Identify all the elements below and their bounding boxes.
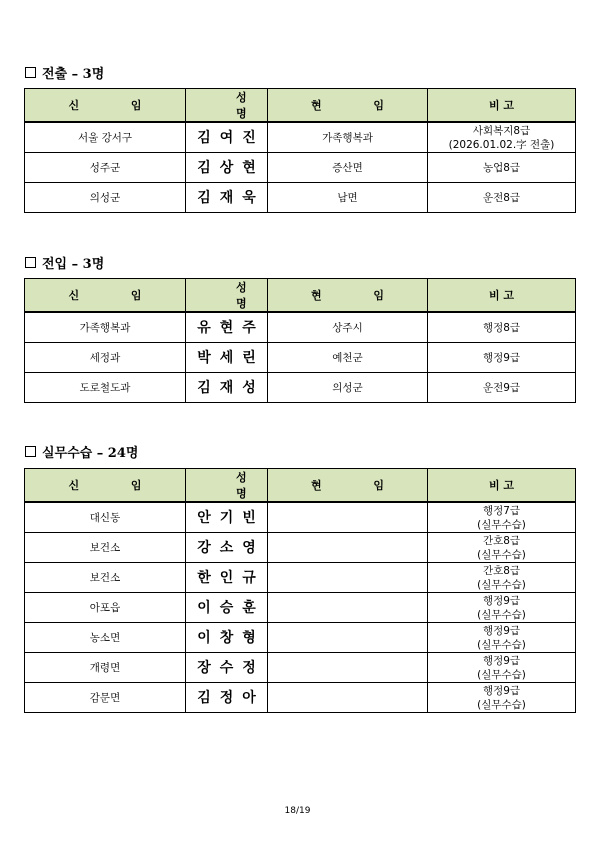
cell-sinim: 의성군 — [25, 183, 186, 213]
checkbox-square-icon — [25, 257, 36, 268]
header-sinim: 신 임 — [25, 89, 186, 123]
header-hyeonim: 현 임 — [268, 89, 428, 123]
cell-bigo-line2: (실무수습) — [477, 518, 526, 531]
cell-bigo-line1: 행정9급 — [482, 684, 521, 697]
cell-bigo — [428, 563, 576, 593]
cell-hyeonim — [268, 593, 428, 623]
cell-bigo-line1: 간호8급 — [482, 534, 521, 547]
cell-sinim: 농소면 — [25, 623, 186, 653]
cell-bigo: 농업8급 — [428, 153, 576, 183]
cell-sinim: 도로철도과 — [25, 373, 186, 403]
table-row — [25, 183, 576, 213]
cell-bigo-line1: 행정9급 — [482, 624, 521, 637]
cell-sinim: 보건소 — [25, 563, 186, 593]
table-row — [25, 593, 576, 623]
cell-bigo-line1: 행정9급 — [482, 654, 521, 667]
cell-hyeonim: 가족행복과 — [268, 122, 428, 153]
checkbox-square-icon — [25, 446, 36, 457]
cell-name: 한인규 — [186, 563, 268, 593]
cell-hyeonim — [268, 653, 428, 683]
table-header-row — [25, 89, 576, 123]
cell-bigo — [428, 683, 576, 713]
cell-bigo — [428, 653, 576, 683]
cell-bigo: 행정9급 — [428, 343, 576, 373]
cell-hyeonim — [268, 563, 428, 593]
section-title-practice — [25, 442, 138, 461]
section-title-transfer-out — [25, 63, 104, 82]
cell-hyeonim — [268, 533, 428, 563]
cell-hyeonim — [268, 683, 428, 713]
table-row — [25, 122, 576, 153]
cell-bigo-line2: (실무수습) — [477, 698, 526, 711]
transfer-out-table — [24, 88, 576, 213]
cell-bigo-line2: (실무수습) — [477, 638, 526, 651]
section-title-text: 전출 – 3명 — [42, 67, 105, 82]
cell-hyeonim: 의성군 — [268, 373, 428, 403]
cell-bigo-line2: (실무수습) — [477, 608, 526, 621]
practice-table — [24, 468, 576, 713]
cell-bigo: 운전8급 — [428, 183, 576, 213]
cell-bigo-line1: 사회복지8급 — [472, 124, 531, 137]
checkbox-square-icon — [25, 67, 36, 78]
cell-name: 이승훈 — [186, 593, 268, 623]
cell-bigo-line1: 행정9급 — [482, 594, 521, 607]
header-hyeonim: 현 임 — [268, 279, 428, 313]
cell-sinim: 아포읍 — [25, 593, 186, 623]
cell-name: 박세린 — [186, 343, 268, 373]
header-name: 성 명 — [186, 469, 268, 503]
page-number: 18/19 — [284, 806, 311, 816]
table-row — [25, 653, 576, 683]
cell-name: 유현주 — [186, 312, 268, 343]
cell-bigo-line2: (실무수습) — [477, 548, 526, 561]
cell-name: 안기빈 — [186, 502, 268, 533]
cell-name: 김여진 — [186, 122, 268, 153]
cell-sinim: 대신동 — [25, 502, 186, 533]
cell-hyeonim: 증산면 — [268, 153, 428, 183]
header-bigo: 비 고 — [428, 89, 576, 123]
cell-sinim: 보건소 — [25, 533, 186, 563]
table-row — [25, 623, 576, 653]
cell-bigo — [428, 122, 576, 153]
table-header-row — [25, 469, 576, 503]
cell-bigo-line2: (실무수습) — [477, 578, 526, 591]
header-sinim: 신 임 — [25, 279, 186, 313]
cell-sinim: 세정과 — [25, 343, 186, 373]
cell-bigo-line2: (2026.01.02.字 전출) — [448, 138, 555, 151]
cell-name: 김정아 — [186, 683, 268, 713]
cell-name: 장수정 — [186, 653, 268, 683]
cell-name: 이창형 — [186, 623, 268, 653]
cell-hyeonim: 남면 — [268, 183, 428, 213]
header-hyeonim: 현 임 — [268, 469, 428, 503]
table-row — [25, 502, 576, 533]
header-name: 성 명 — [186, 279, 268, 313]
cell-hyeonim — [268, 623, 428, 653]
cell-bigo — [428, 502, 576, 533]
table-row — [25, 563, 576, 593]
cell-bigo — [428, 533, 576, 563]
cell-bigo-line1: 간호8급 — [482, 564, 521, 577]
section-title-text: 전입 – 3명 — [42, 257, 105, 272]
cell-bigo-line1: 행정7급 — [482, 504, 521, 517]
cell-name: 강소영 — [186, 533, 268, 563]
table-row — [25, 312, 576, 343]
header-bigo: 비 고 — [428, 279, 576, 313]
cell-bigo: 행정8급 — [428, 312, 576, 343]
cell-hyeonim — [268, 502, 428, 533]
cell-name: 김재욱 — [186, 183, 268, 213]
table-row — [25, 683, 576, 713]
header-name: 성 명 — [186, 89, 268, 123]
header-bigo: 비 고 — [428, 469, 576, 503]
section-title-transfer-in — [25, 253, 104, 272]
table-row — [25, 533, 576, 563]
cell-bigo — [428, 623, 576, 653]
cell-bigo — [428, 593, 576, 623]
cell-bigo: 운전9급 — [428, 373, 576, 403]
table-row — [25, 343, 576, 373]
table-header-row — [25, 279, 576, 313]
cell-sinim: 서울 강서구 — [25, 122, 186, 153]
cell-sinim: 감문면 — [25, 683, 186, 713]
table-row — [25, 373, 576, 403]
section-title-text: 실무수습 – 24명 — [42, 446, 139, 461]
cell-sinim: 성주군 — [25, 153, 186, 183]
header-sinim: 신 임 — [25, 469, 186, 503]
cell-name: 김재성 — [186, 373, 268, 403]
cell-hyeonim: 상주시 — [268, 312, 428, 343]
cell-sinim: 개령면 — [25, 653, 186, 683]
cell-name: 김상현 — [186, 153, 268, 183]
cell-sinim: 가족행복과 — [25, 312, 186, 343]
table-row — [25, 153, 576, 183]
cell-bigo-line2: (실무수습) — [477, 668, 526, 681]
transfer-in-table — [24, 278, 576, 403]
cell-hyeonim: 예천군 — [268, 343, 428, 373]
